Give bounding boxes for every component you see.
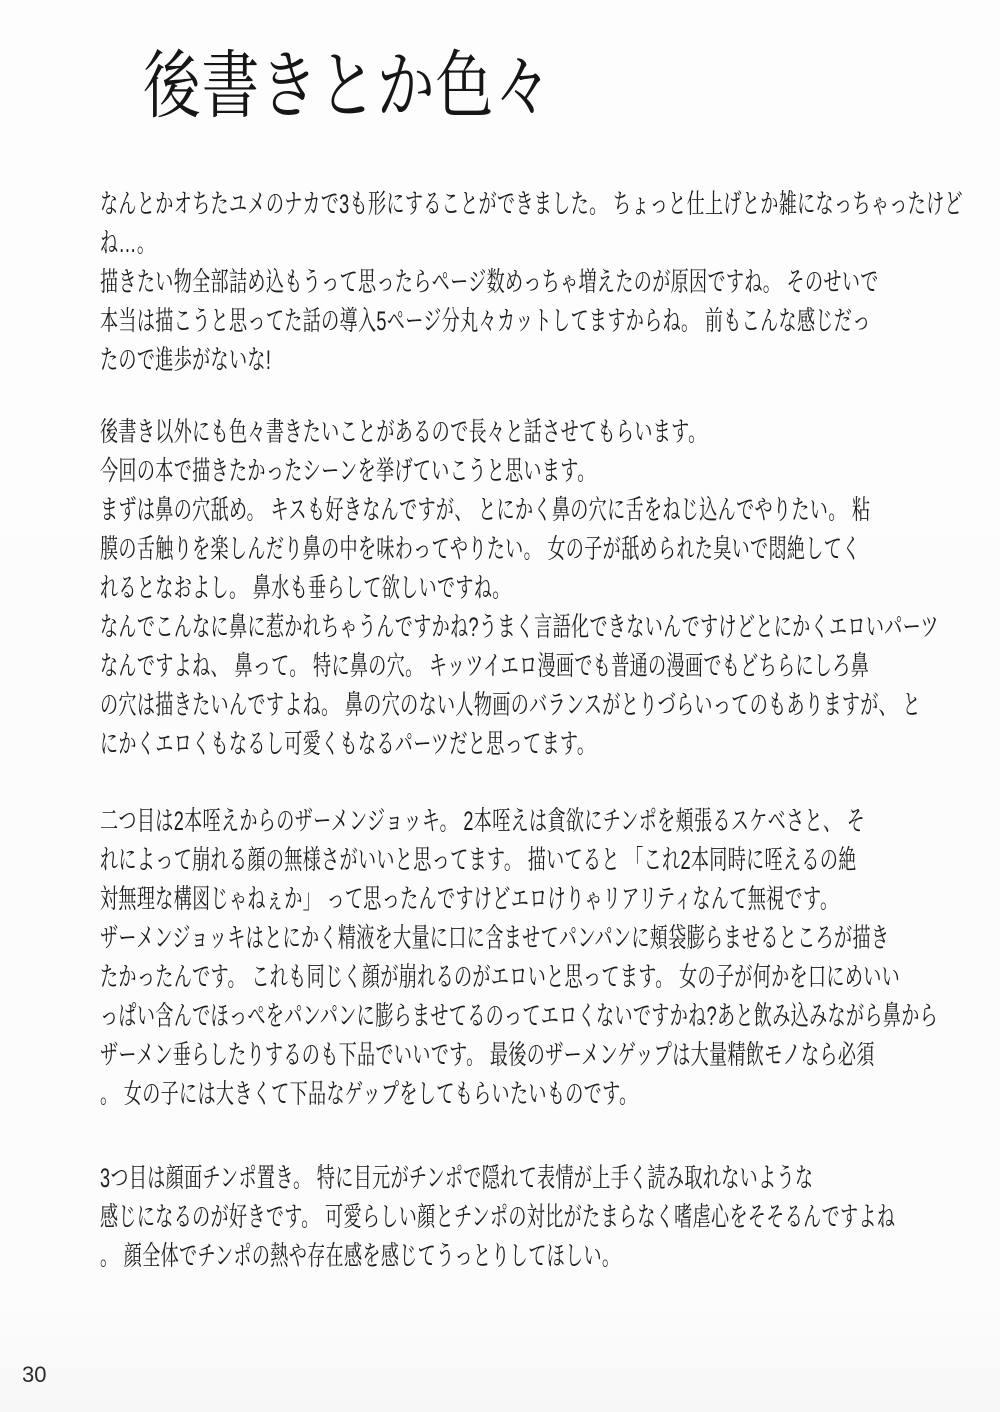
text-line: っぱい含んでほっぺをパンパンに膨らませてるのってエロくないですかね?あと飲み込みながら鼻から <box>100 1001 939 1031</box>
paragraph-scene-1 <box>100 413 940 764</box>
text-line: ね…。 <box>100 228 156 258</box>
text-line: たので進歩がないな! <box>100 345 272 375</box>
text-line: れによって崩れる顔の無様さがいいと思ってます。 描いてると 「これ2本同時に咥えるの絶 <box>100 845 857 875</box>
text-line: にかくエロくもなるし可愛くもなるパーツだと思ってます。 <box>100 729 596 759</box>
text-line: まずは鼻の穴舐め。 キスも好きなんですが、 とにかく鼻の穴に舌をねじ込んでやりたい。 粘 <box>100 495 871 525</box>
text-line: ザーメンジョッキはとにかく精液を大量に口に含ませてパンパンに頬袋膨らませるところが描き <box>100 923 890 953</box>
text-line: なんでこんなに鼻に惹かれちゃうんですかね?うまく言語化できないんですけどとにかくエロいパーツ <box>100 612 939 642</box>
text-line: 描きたい物全部詰め込もうって思ったらページ数めっちゃ増えたのが原因ですね。 そのせいで <box>100 267 879 297</box>
page-number: 30 <box>22 1362 47 1387</box>
paragraph-scene-3 <box>100 1159 940 1276</box>
page-title: 後書きとか色々 <box>143 43 553 129</box>
text-line: なんとかオちたユメのナカで3も形にすることができました。 ちょっと仕上げとか雑になっちゃったけど <box>100 189 963 219</box>
text-line: なんですよね、 鼻って。 特に鼻の穴。 キッツイエロ漫画でも普通の漫画でもどちらにしろ鼻 <box>100 651 870 681</box>
text-line: の穴は描きたいんですよね。 鼻の穴のない人物画のバランスがとりづらいってのもありますが、 と <box>100 690 921 720</box>
paragraph-intro <box>100 185 963 380</box>
text-line: 感じになるのが好きです。 可愛らしい顔とチンポの対比がたまらなく嗜虐心をそそるんですよね <box>100 1202 896 1232</box>
text-line: 膜の舌触りを楽しんだり鼻の中を味わってやりたい。 女の子が舐められた臭いで悶絶してく <box>100 534 861 564</box>
text-line: 対無理な構図じゃねぇか」 って思ったんですけどエロけりゃリアリティなんて無視です。 <box>100 884 839 914</box>
text-line: 。 女の子には大きくて下品なゲップをしてもらいたいものです。 <box>100 1079 638 1109</box>
text-line: 本当は描こうと思ってた話の導入5ページ分丸々カットしてますからね。 前もこんな感じだっ <box>100 306 871 336</box>
text-line: れるとなおよし。 鼻水も垂らして欲しいですね。 <box>100 573 511 603</box>
text-line: 3つ目は顔面チンポ置き。 特に目元がチンポで隠れて表情が上手く読み取れないような <box>100 1163 814 1193</box>
text-line: ザーメン垂らしたりするのも下品でいいです。 最後のザーメンゲップは大量精飲モノなら必須 <box>100 1040 875 1070</box>
text-line: たかったんです。 これも同じく顔が崩れるのがエロいと思ってます。 女の子が何かを口にめいい <box>100 962 901 992</box>
text-line: 二つ目は2本咥えからのザーメンジョッキ。 2本咥えは貪欲にチンポを頬張るスケベさと、 そ <box>100 806 866 836</box>
paragraph-scene-2 <box>100 802 940 1114</box>
text-line: 今回の本で描きたかったシーンを挙げていこうと思います。 <box>100 456 596 486</box>
text-line: 後書き以外にも色々書きたいことがあるので長々と話させてもらいます。 <box>100 417 707 447</box>
text-line: 。 顔全体でチンポの熱や存在感を感じてうっとりしてほしい。 <box>100 1241 621 1271</box>
